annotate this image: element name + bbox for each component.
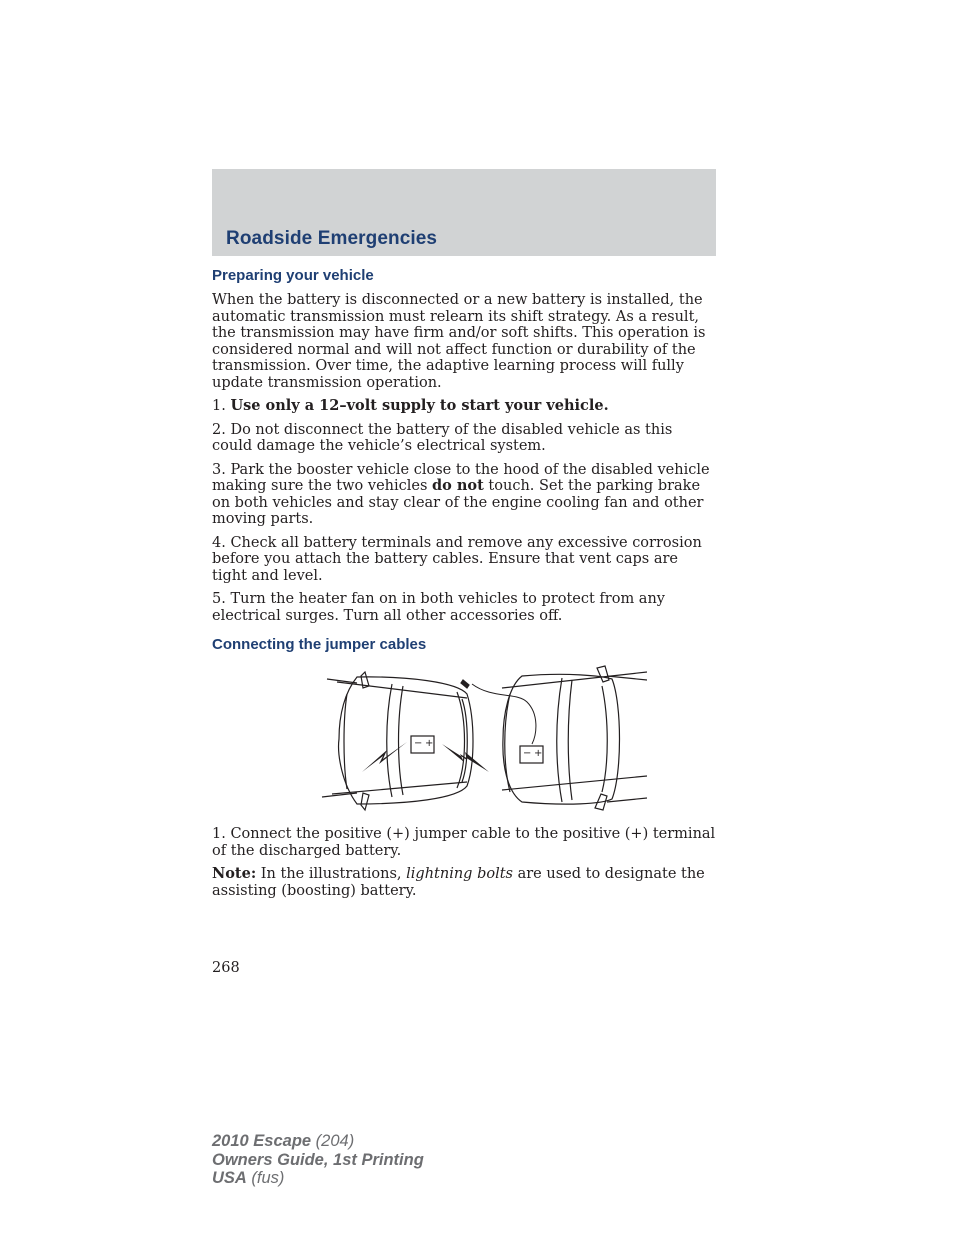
heading-connecting-cables: Connecting the jumper cables (212, 636, 427, 653)
footer-block (212, 1132, 424, 1188)
left-battery-plus: + (425, 738, 434, 749)
footer-line-1 (212, 1132, 424, 1151)
intro-paragraph: When the battery is disconnected or a new battery is installed, the automatic transmission must relearn its shift strategy. As a result, the transmission may have firm and/or soft shifts. This operation is considered normal and will not affect function or durability of the transmission. Over time, the adaptive learning process will fully update transmission operation. (212, 292, 706, 391)
booster-car-drawing (502, 666, 647, 810)
step-3-text-a: 3. Park the booster vehicle close to the hood of the disabled vehicle making sure the two vehicles (212, 461, 710, 494)
step-3-bold-text: do not (432, 477, 484, 494)
step-3 (212, 462, 716, 528)
note-label: Note: (212, 865, 257, 882)
footer-model-code: (204) (311, 1132, 355, 1150)
page-number: 268 (212, 960, 240, 976)
footer-region-code: (fus) (246, 1169, 285, 1187)
section-title: Roadside Emergencies (226, 228, 438, 249)
footer-region: USA (212, 1169, 247, 1187)
step-1 (212, 398, 716, 415)
step-4: 4. Check all battery terminals and remove any excessive corrosion before you attach the battery cables. Ensure that vent caps are tight and level. (212, 534, 702, 584)
note-paragraph (212, 866, 716, 899)
two-cars-diagram (317, 664, 647, 814)
note-italic-text: lightning bolts (406, 866, 513, 882)
heading-preparing-vehicle: Preparing your vehicle (212, 267, 374, 284)
footer-line-3 (212, 1169, 424, 1188)
disabled-car-drawing (322, 672, 473, 810)
step-5: 5. Turn the heater fan on in both vehicles to protect from any electrical surges. Turn all other accessories off. (212, 591, 665, 624)
lightning-bolt-left (362, 742, 407, 772)
connect-step-1: 1. Connect the positive (+) jumper cable to the positive (+) terminal of the discharged battery. (212, 826, 716, 859)
note-text-b: are used to designate the assisting (boosting) battery. (212, 866, 705, 899)
cable-clamp (461, 680, 469, 688)
left-battery-minus: − (414, 738, 423, 749)
step-2: 2. Do not disconnect the battery of the disabled vehicle as this could damage the vehicle’s electrical system. (212, 421, 673, 454)
right-battery-plus: + (534, 748, 543, 759)
footer-guide: Owners Guide, 1st Printing (212, 1150, 424, 1169)
jumper-cable (472, 684, 536, 744)
step-1-bold-text: Use only a 12–volt supply to start your vehicle. (230, 397, 609, 414)
footer-model: 2010 Escape (212, 1132, 312, 1150)
note-text-a: In the illustrations, (256, 866, 407, 882)
jumper-cables-illustration (317, 664, 647, 814)
right-battery-minus: − (523, 748, 532, 759)
page-content (212, 267, 716, 906)
step-1-number: 1. (212, 398, 231, 414)
step-3-text-b: touch. Set the parking brake on both vehicles and stay clear of the engine cooling fan and other moving parts. (212, 478, 704, 527)
